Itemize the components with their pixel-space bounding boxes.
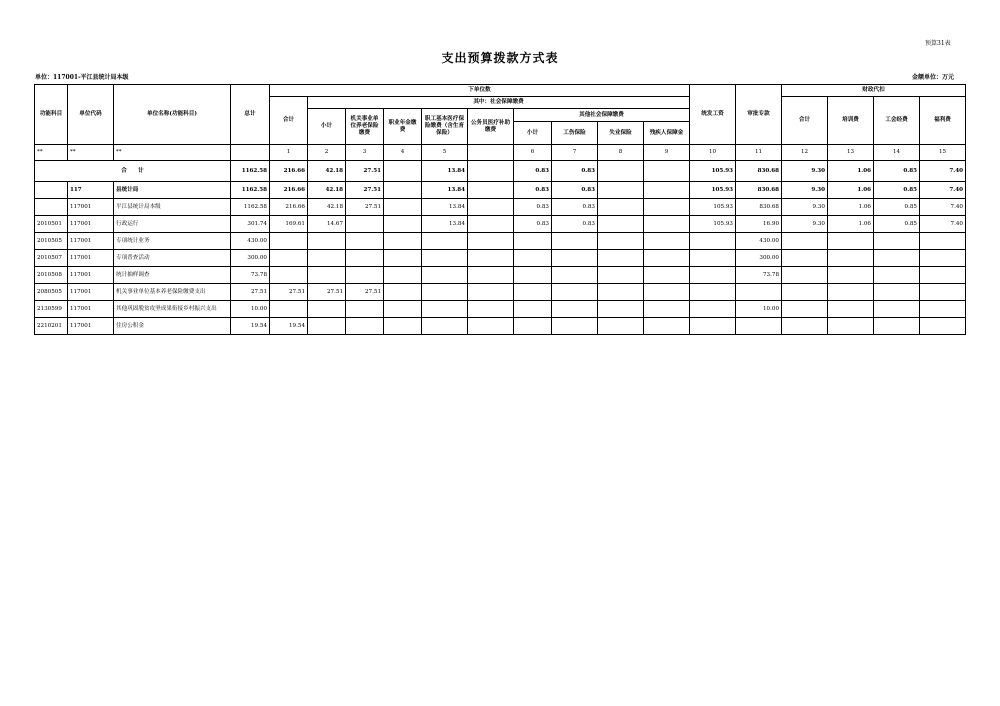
value-cell <box>736 318 782 335</box>
value-cell: 73.78 <box>231 267 270 284</box>
value-cell: 0.83 <box>552 216 598 233</box>
value-cell <box>346 318 384 335</box>
value-cell <box>514 301 552 318</box>
value-cell <box>690 284 736 301</box>
value-cell <box>308 301 346 318</box>
value-cell: 16.90 <box>736 216 782 233</box>
value-cell <box>308 318 346 335</box>
value-cell <box>782 233 828 250</box>
value-cell <box>782 250 828 267</box>
value-cell <box>828 267 874 284</box>
header-heji: 合计 <box>270 97 308 145</box>
value-cell: 42.18 <box>308 199 346 216</box>
value-cell: 216.66 <box>270 199 308 216</box>
value-cell: 13.84 <box>422 199 468 216</box>
value-cell <box>874 267 920 284</box>
value-cell: 0.83 <box>514 199 552 216</box>
value-cell <box>468 182 514 199</box>
value-cell <box>644 233 690 250</box>
value-cell: 14.67 <box>308 216 346 233</box>
value-cell <box>598 233 644 250</box>
unit-name-cell: 住房公积金 <box>114 318 231 335</box>
table-row <box>35 284 966 301</box>
value-cell: 10.00 <box>736 301 782 318</box>
value-cell: 830.68 <box>736 161 782 182</box>
func-code-cell: 2010501 <box>35 216 68 233</box>
header-approved: 审批专款 <box>736 85 782 145</box>
func-code-cell <box>35 182 68 199</box>
value-cell <box>422 318 468 335</box>
value-cell: 169.61 <box>270 216 308 233</box>
value-cell: 0.83 <box>514 182 552 199</box>
value-cell: 830.68 <box>736 199 782 216</box>
value-cell: 301.74 <box>231 216 270 233</box>
unit-name-cell: 其他巩固脱贫攻坚成果衔接乡村振兴支出 <box>114 301 231 318</box>
value-cell <box>346 267 384 284</box>
value-cell <box>468 284 514 301</box>
value-cell <box>308 250 346 267</box>
value-cell <box>828 233 874 250</box>
value-cell <box>644 216 690 233</box>
value-cell <box>598 267 644 284</box>
value-cell <box>552 267 598 284</box>
unit-code-cell: 117001 <box>68 233 114 250</box>
value-cell: 27.51 <box>231 284 270 301</box>
value-cell: 0.85 <box>874 182 920 199</box>
value-cell: 13.84 <box>422 161 468 182</box>
unit-name-cell: 县统计局 <box>114 182 231 199</box>
value-cell: 27.51 <box>308 284 346 301</box>
value-cell: 0.85 <box>874 161 920 182</box>
value-cell: 0.83 <box>514 216 552 233</box>
value-cell <box>644 284 690 301</box>
value-cell <box>598 301 644 318</box>
unit-label: 单位：117001-平江县统计局本级 <box>35 74 129 81</box>
value-cell <box>782 267 828 284</box>
value-cell: 300.00 <box>231 250 270 267</box>
header-other-subtotal: 小计 <box>514 122 552 145</box>
value-cell <box>346 250 384 267</box>
table-row <box>35 161 966 182</box>
value-cell <box>384 233 422 250</box>
value-cell <box>552 318 598 335</box>
value-cell: 1.06 <box>828 216 874 233</box>
unit-code-cell: 117001 <box>68 301 114 318</box>
money-unit-label: 金额单位：万元 <box>911 74 954 81</box>
unit-code-cell: 117001 <box>68 284 114 301</box>
func-code-cell: 2080505 <box>35 284 68 301</box>
value-cell: 430.00 <box>231 233 270 250</box>
value-cell <box>384 301 422 318</box>
value-cell <box>690 250 736 267</box>
value-cell: 9.30 <box>782 182 828 199</box>
value-cell <box>422 284 468 301</box>
value-cell <box>828 301 874 318</box>
header-union: 工会经费 <box>874 97 920 145</box>
value-cell <box>874 284 920 301</box>
table-row <box>35 216 966 233</box>
value-cell: 105.93 <box>690 199 736 216</box>
value-cell <box>782 284 828 301</box>
value-cell <box>384 267 422 284</box>
value-cell <box>874 250 920 267</box>
value-cell <box>690 267 736 284</box>
func-code-cell: 2010508 <box>35 267 68 284</box>
value-cell <box>422 267 468 284</box>
value-cell <box>690 318 736 335</box>
unit-code-cell: 117001 <box>68 267 114 284</box>
value-cell: 13.84 <box>422 216 468 233</box>
header-disabled: 残疾人保障金 <box>644 122 690 145</box>
value-cell <box>920 267 966 284</box>
value-cell: 7.40 <box>920 216 966 233</box>
value-cell: 1.06 <box>828 199 874 216</box>
value-cell: 0.83 <box>514 161 552 182</box>
index-cell: ** <box>114 145 231 161</box>
value-cell <box>644 199 690 216</box>
header-unemployment: 失业保险 <box>598 122 644 145</box>
value-cell <box>346 301 384 318</box>
unit-name-cell: 统计抽样调查 <box>114 267 231 284</box>
value-cell <box>598 216 644 233</box>
index-cell: 6 <box>514 145 552 161</box>
index-cell: ** <box>35 145 68 161</box>
index-cell: 8 <box>598 145 644 161</box>
index-cell: 12 <box>782 145 828 161</box>
value-cell <box>644 182 690 199</box>
index-cell: 11 <box>736 145 782 161</box>
value-cell: 0.83 <box>552 199 598 216</box>
header-subtotal: 小计 <box>308 109 346 145</box>
value-cell <box>468 267 514 284</box>
header-unit-code: 单位代码 <box>68 85 114 145</box>
table-row <box>35 233 966 250</box>
value-cell <box>422 233 468 250</box>
value-cell <box>270 267 308 284</box>
table-row <box>35 267 966 284</box>
value-cell <box>270 233 308 250</box>
index-cell: 1 <box>270 145 308 161</box>
value-cell <box>598 182 644 199</box>
index-cell: ** <box>68 145 114 161</box>
value-cell <box>874 233 920 250</box>
index-cell: 2 <box>308 145 346 161</box>
value-cell: 0.85 <box>874 199 920 216</box>
value-cell <box>468 161 514 182</box>
value-cell <box>782 318 828 335</box>
unit-name-cell: 专项统计业务 <box>114 233 231 250</box>
unit-code-cell: 117001 <box>68 199 114 216</box>
value-cell: 13.84 <box>422 182 468 199</box>
value-cell <box>598 250 644 267</box>
table-row <box>35 250 966 267</box>
value-cell <box>384 284 422 301</box>
header-unit-name: 单位名称(功能科目) <box>114 85 231 145</box>
value-cell: 1.06 <box>828 161 874 182</box>
value-cell: 19.54 <box>231 318 270 335</box>
table-row <box>35 182 966 199</box>
value-cell: 27.51 <box>346 182 384 199</box>
header-fin-total: 合计 <box>782 97 828 145</box>
value-cell <box>384 250 422 267</box>
value-cell <box>598 161 644 182</box>
value-cell: 9.30 <box>782 161 828 182</box>
value-cell <box>384 182 422 199</box>
value-cell <box>828 250 874 267</box>
value-cell: 0.83 <box>552 182 598 199</box>
value-cell <box>552 301 598 318</box>
value-cell <box>690 233 736 250</box>
index-cell: 7 <box>552 145 598 161</box>
value-cell <box>598 318 644 335</box>
value-cell: 7.40 <box>920 161 966 182</box>
total-label: 合 计 <box>35 161 231 182</box>
value-cell: 19.54 <box>270 318 308 335</box>
func-code-cell <box>35 199 68 216</box>
value-cell <box>468 233 514 250</box>
value-cell <box>644 250 690 267</box>
page-title: 支出预算拨款方式表 <box>441 51 559 65</box>
header-injury: 工伤保险 <box>552 122 598 145</box>
header-medical: 职工基本医疗保险缴费（含生育保险） <box>422 109 468 145</box>
value-cell <box>514 318 552 335</box>
index-cell: 4 <box>384 145 422 161</box>
table-row <box>35 199 966 216</box>
value-cell <box>690 301 736 318</box>
value-cell <box>384 318 422 335</box>
value-cell <box>514 284 552 301</box>
value-cell <box>308 267 346 284</box>
table-row <box>35 318 966 335</box>
value-cell: 830.68 <box>736 182 782 199</box>
unit-name-cell: 平江县统计局本级 <box>114 199 231 216</box>
func-code-cell: 2010505 <box>35 233 68 250</box>
value-cell <box>920 250 966 267</box>
value-cell <box>552 250 598 267</box>
unit-code-cell: 117001 <box>68 250 114 267</box>
unit-code-cell: 117 <box>68 182 114 199</box>
value-cell: 216.66 <box>270 161 308 182</box>
value-cell <box>920 318 966 335</box>
value-cell <box>514 250 552 267</box>
value-cell <box>782 301 828 318</box>
value-cell <box>346 216 384 233</box>
value-cell: 27.51 <box>346 199 384 216</box>
index-cell: 14 <box>874 145 920 161</box>
index-cell: 13 <box>828 145 874 161</box>
header-annuity: 职业年金缴费 <box>384 109 422 145</box>
value-cell <box>552 284 598 301</box>
value-cell: 1162.58 <box>231 161 270 182</box>
value-cell <box>270 301 308 318</box>
value-cell: 105.93 <box>690 182 736 199</box>
func-code-cell: 2130599 <box>35 301 68 318</box>
value-cell <box>308 233 346 250</box>
value-cell: 430.00 <box>736 233 782 250</box>
value-cell <box>270 250 308 267</box>
value-cell <box>874 301 920 318</box>
value-cell <box>920 301 966 318</box>
index-cell <box>231 145 270 161</box>
value-cell: 73.78 <box>736 267 782 284</box>
index-cell <box>468 145 514 161</box>
value-cell: 216.66 <box>270 182 308 199</box>
header-func-code: 功能科目 <box>35 85 68 145</box>
budget-table <box>34 84 966 335</box>
func-code-cell: 2010507 <box>35 250 68 267</box>
unit-code-cell: 117001 <box>68 216 114 233</box>
value-cell: 27.51 <box>346 284 384 301</box>
value-cell: 0.85 <box>874 216 920 233</box>
header-other-social: 其他社会保障缴费 <box>514 109 690 122</box>
header-finance: 财政代扣 <box>782 85 966 97</box>
value-cell: 9.30 <box>782 199 828 216</box>
value-cell: 7.40 <box>920 199 966 216</box>
value-cell: 42.18 <box>308 161 346 182</box>
header-pension: 机关事业单位养老保险缴费 <box>346 109 384 145</box>
header-total: 总计 <box>231 85 270 145</box>
value-cell <box>384 161 422 182</box>
value-cell <box>468 216 514 233</box>
value-cell <box>468 318 514 335</box>
value-cell: 27.51 <box>346 161 384 182</box>
value-cell: 105.93 <box>690 161 736 182</box>
value-cell <box>644 267 690 284</box>
value-cell <box>514 267 552 284</box>
value-cell: 0.83 <box>552 161 598 182</box>
header-lower-unit: 下单位数 <box>270 85 690 97</box>
page-label: 预算31表 <box>925 40 951 47</box>
index-cell: 3 <box>346 145 384 161</box>
unit-name-cell: 专项普查活动 <box>114 250 231 267</box>
value-cell <box>514 233 552 250</box>
value-cell: 27.51 <box>270 284 308 301</box>
value-cell: 7.40 <box>920 182 966 199</box>
unit-code-cell: 117001 <box>68 318 114 335</box>
value-cell <box>552 233 598 250</box>
value-cell <box>422 250 468 267</box>
value-cell <box>468 199 514 216</box>
unit-name-cell: 机关事业单位基本养老保险缴费支出 <box>114 284 231 301</box>
unit-name-cell: 行政运行 <box>114 216 231 233</box>
value-cell <box>384 216 422 233</box>
value-cell <box>644 318 690 335</box>
value-cell <box>468 301 514 318</box>
header-welfare: 福利费 <box>920 97 966 145</box>
value-cell <box>736 284 782 301</box>
value-cell <box>874 318 920 335</box>
index-cell: 9 <box>644 145 690 161</box>
index-cell: 10 <box>690 145 736 161</box>
value-cell <box>920 284 966 301</box>
value-cell <box>920 233 966 250</box>
header-civil-medical: 公务员医疗补助缴费 <box>468 109 514 145</box>
value-cell: 1162.58 <box>231 182 270 199</box>
value-cell: 9.30 <box>782 216 828 233</box>
index-row <box>35 145 966 161</box>
value-cell: 1.06 <box>828 182 874 199</box>
header-training: 培训费 <box>828 97 874 145</box>
header-salary: 统发工资 <box>690 85 736 145</box>
value-cell <box>468 250 514 267</box>
value-cell <box>828 318 874 335</box>
value-cell <box>828 284 874 301</box>
value-cell: 300.00 <box>736 250 782 267</box>
value-cell <box>346 233 384 250</box>
value-cell <box>422 301 468 318</box>
table-row <box>35 301 966 318</box>
index-cell: 15 <box>920 145 966 161</box>
value-cell: 42.18 <box>308 182 346 199</box>
value-cell <box>644 161 690 182</box>
value-cell: 10.00 <box>231 301 270 318</box>
value-cell: 105.93 <box>690 216 736 233</box>
value-cell: 1162.58 <box>231 199 270 216</box>
value-cell <box>384 199 422 216</box>
func-code-cell: 2210201 <box>35 318 68 335</box>
index-cell: 5 <box>422 145 468 161</box>
value-cell <box>644 301 690 318</box>
header-including-social: 其中：社会保障缴费 <box>308 97 690 109</box>
value-cell <box>598 199 644 216</box>
value-cell <box>598 284 644 301</box>
